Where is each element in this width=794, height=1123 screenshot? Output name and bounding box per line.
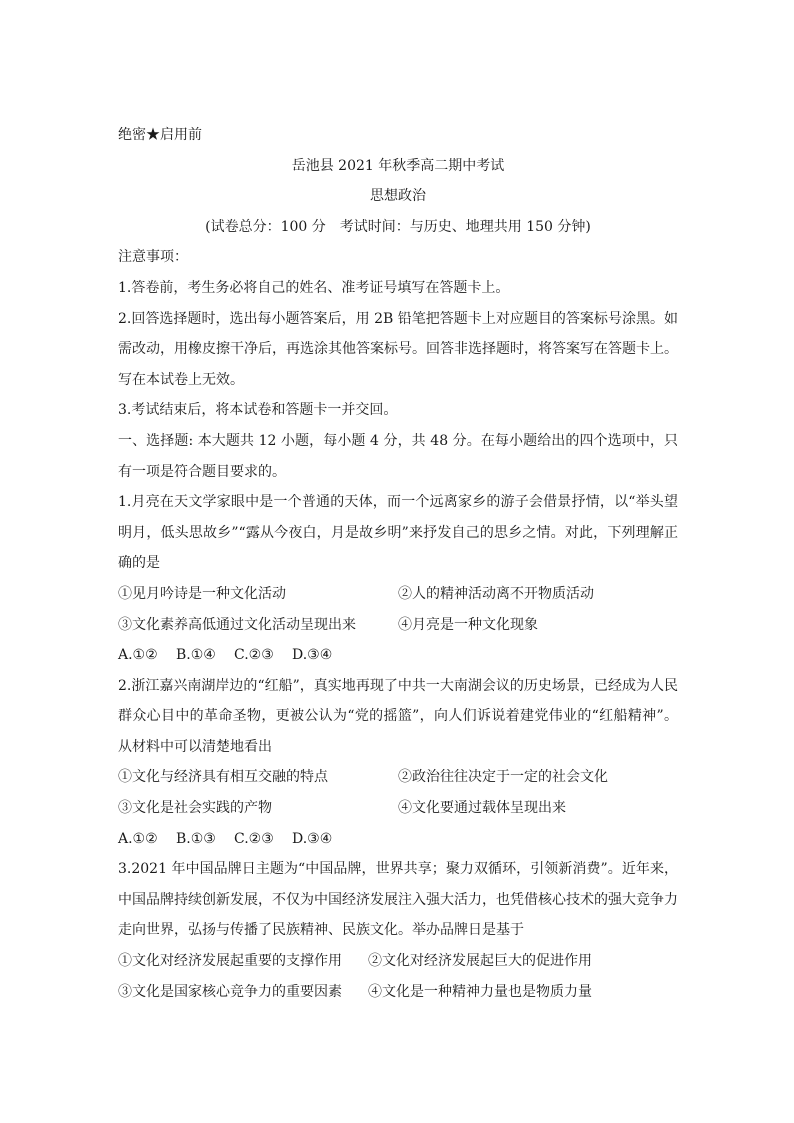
subject-title: 思想政治 xyxy=(370,188,426,205)
question-options xyxy=(118,579,678,610)
notes-heading: 注意事项： xyxy=(118,249,188,266)
choice-b: B.①③ xyxy=(176,830,216,847)
question-options xyxy=(118,762,678,793)
note-item: 3.考试结束后，将本试卷和答题卡一并交回。 xyxy=(118,402,398,419)
choice-c: C.②③ xyxy=(234,647,274,664)
exam-title: 岳池县 2021 年秋季高二期中考试 xyxy=(291,157,505,174)
secret-label: 绝密★启用前 xyxy=(118,127,202,143)
option: ③文化是社会实践的产物 xyxy=(118,800,272,817)
answer-choices xyxy=(118,640,678,671)
choice-a: A.①② xyxy=(118,647,158,664)
question-options xyxy=(118,977,678,1008)
note-item: 1.答卷前，考生务必将自己的姓名、准考证号填写在答题卡上。 xyxy=(118,279,510,296)
exam-page xyxy=(118,120,678,1007)
option: ④文化是一种精神力量也是物质力量 xyxy=(368,983,592,1000)
option: ④月亮是一种文化现象 xyxy=(398,616,538,633)
exam-info: (试卷总分：100 分 考试时间：与历史、地理共用 150 分钟) xyxy=(205,218,591,235)
option: ②政治往往决定于一定的社会文化 xyxy=(398,769,608,786)
question-stem: 1.月亮在天文学家眼中是一个普通的天体，而一个远离家乡的游子会借景抒情，以“举头望明月，低头思故乡”“露从今夜白，月是故乡明”来抒发自己的思乡之情。对此，下列理解正确的是 xyxy=(118,494,678,572)
option: ②文化对经济发展起巨大的促进作用 xyxy=(368,953,592,970)
question-options xyxy=(118,793,678,824)
section-heading: 一、选择题: 本大题共 12 小题，每小题 4 分，共 48 分。在每小题给出的四个选项中，只有一项是符合题目要求的。 xyxy=(118,432,678,480)
question-options xyxy=(118,610,678,641)
question-stem: 3.2021 年中国品牌日主题为“中国品牌，世界共享；聚力双循环，引领新消费”。近年来，中国品牌持续创新发展，不仅为中国经济发展注入强大活力，也凭借核心技术的强大竞争力走向世界，弘扬与传播了民族精神、民族文化。举办品牌日是基于 xyxy=(118,861,678,939)
answer-choices xyxy=(118,824,678,855)
choice-b: B.①④ xyxy=(176,647,216,664)
choice-a: A.①② xyxy=(118,830,158,847)
option: ①文化与经济具有相互交融的特点 xyxy=(118,769,328,786)
option: ③文化素养高低通过文化活动呈现出来 xyxy=(118,616,356,633)
option: ②人的精神活动离不开物质活动 xyxy=(398,585,594,602)
option: ①文化对经济发展起重要的支撑作用 xyxy=(118,953,342,970)
question-stem: 2.浙江嘉兴南湖岸边的“红船”，真实地再现了中共一大南湖会议的历史场景，已经成为人民群众心目中的革命圣物，更被公认为“党的摇篮”，向人们诉说着建党伟业的“红船精神”。从材料中可以清楚地看出 xyxy=(118,677,678,755)
option: ③文化是国家核心竞争力的重要因素 xyxy=(118,983,342,1000)
choice-d: D.③④ xyxy=(292,830,333,847)
question-options xyxy=(118,946,678,977)
choice-d: D.③④ xyxy=(292,647,333,664)
choice-c: C.②③ xyxy=(234,830,274,847)
note-item: 2.回答选择题时，选出每小题答案后，用 2B 铅笔把答题卡上对应题目的答案标号涂黑。如需改动，用橡皮擦干净后，再选涂其他答案标号。回答非选择题时，将答案写在答题卡上。写在本试卷上无效。 xyxy=(118,310,678,388)
option: ①见月吟诗是一种文化活动 xyxy=(118,585,286,602)
option: ④文化要通过载体呈现出来 xyxy=(398,800,566,817)
